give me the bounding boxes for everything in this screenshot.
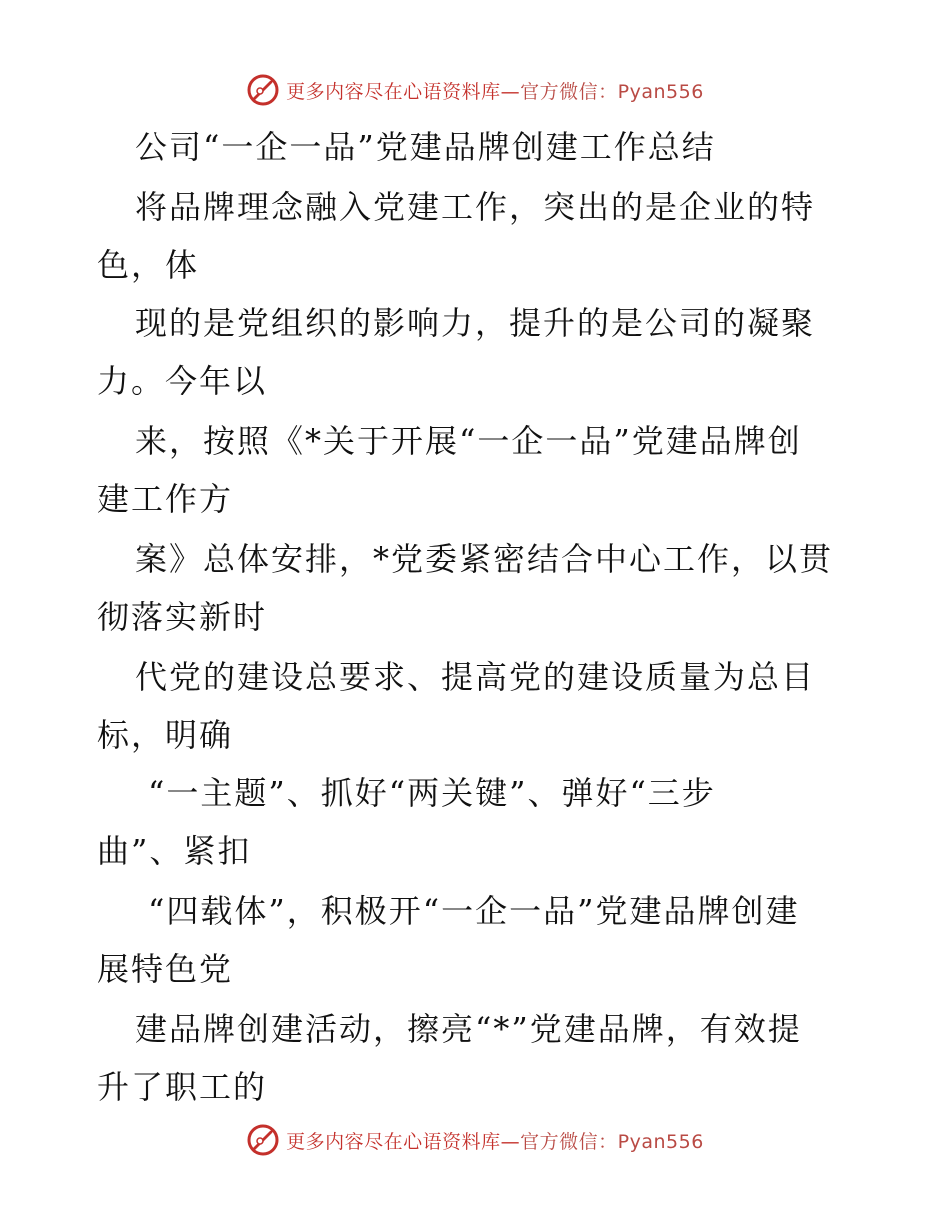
text-line: 来，按照《*关于开展“一企一品”党建品牌创 bbox=[135, 422, 802, 460]
text-line: 建品牌创建活动，擦亮“*”党建品牌，有效提 bbox=[135, 1010, 802, 1048]
text-line: 标，明确 bbox=[97, 716, 234, 754]
text-line: 升了职工的 bbox=[97, 1068, 268, 1106]
banner-main-text: 更多内容尽在心语资料库 bbox=[286, 1130, 501, 1153]
banner-main-text: 更多内容尽在心语资料库 bbox=[286, 80, 501, 103]
text-line: 色，体 bbox=[97, 246, 200, 284]
banner-wechat-text: 官方微信：Pyan556 bbox=[520, 80, 704, 103]
text-line: 彻落实新时 bbox=[97, 598, 268, 636]
banner-wechat-text: 官方微信：Pyan556 bbox=[520, 1130, 704, 1153]
text-line: 将品牌理念融入党建工作，突出的是企业的特 bbox=[135, 188, 816, 226]
banner-text bbox=[286, 1127, 704, 1154]
text-line: 案》总体安排，*党委紧密结合中心工作，以贯 bbox=[135, 540, 834, 578]
text-line: “四载体”，积极开“一企一品”党建品牌创建 bbox=[148, 892, 800, 930]
text-line: 力。今年以 bbox=[97, 362, 268, 400]
text-line: 现的是党组织的影响力，提升的是公司的凝聚 bbox=[135, 304, 816, 342]
banner-text bbox=[286, 77, 704, 104]
text-line: “一主题”、抓好“两关键”、弹好“三步 bbox=[148, 774, 716, 812]
quill-seal-icon bbox=[246, 1123, 280, 1157]
text-line: 展特色党 bbox=[97, 950, 234, 988]
banner-dash: — bbox=[500, 1130, 521, 1153]
text-line: 曲”、紧扣 bbox=[97, 832, 252, 870]
document-title: 公司“一企一品”党建品牌创建工作总结 bbox=[135, 128, 716, 166]
header-banner bbox=[0, 70, 950, 110]
footer-banner bbox=[0, 1120, 950, 1160]
quill-seal-icon bbox=[246, 73, 280, 107]
text-line: 代党的建设总要求、提高党的建设质量为总目 bbox=[135, 658, 816, 696]
text-line: 建工作方 bbox=[97, 480, 234, 518]
banner-dash: — bbox=[500, 80, 521, 103]
